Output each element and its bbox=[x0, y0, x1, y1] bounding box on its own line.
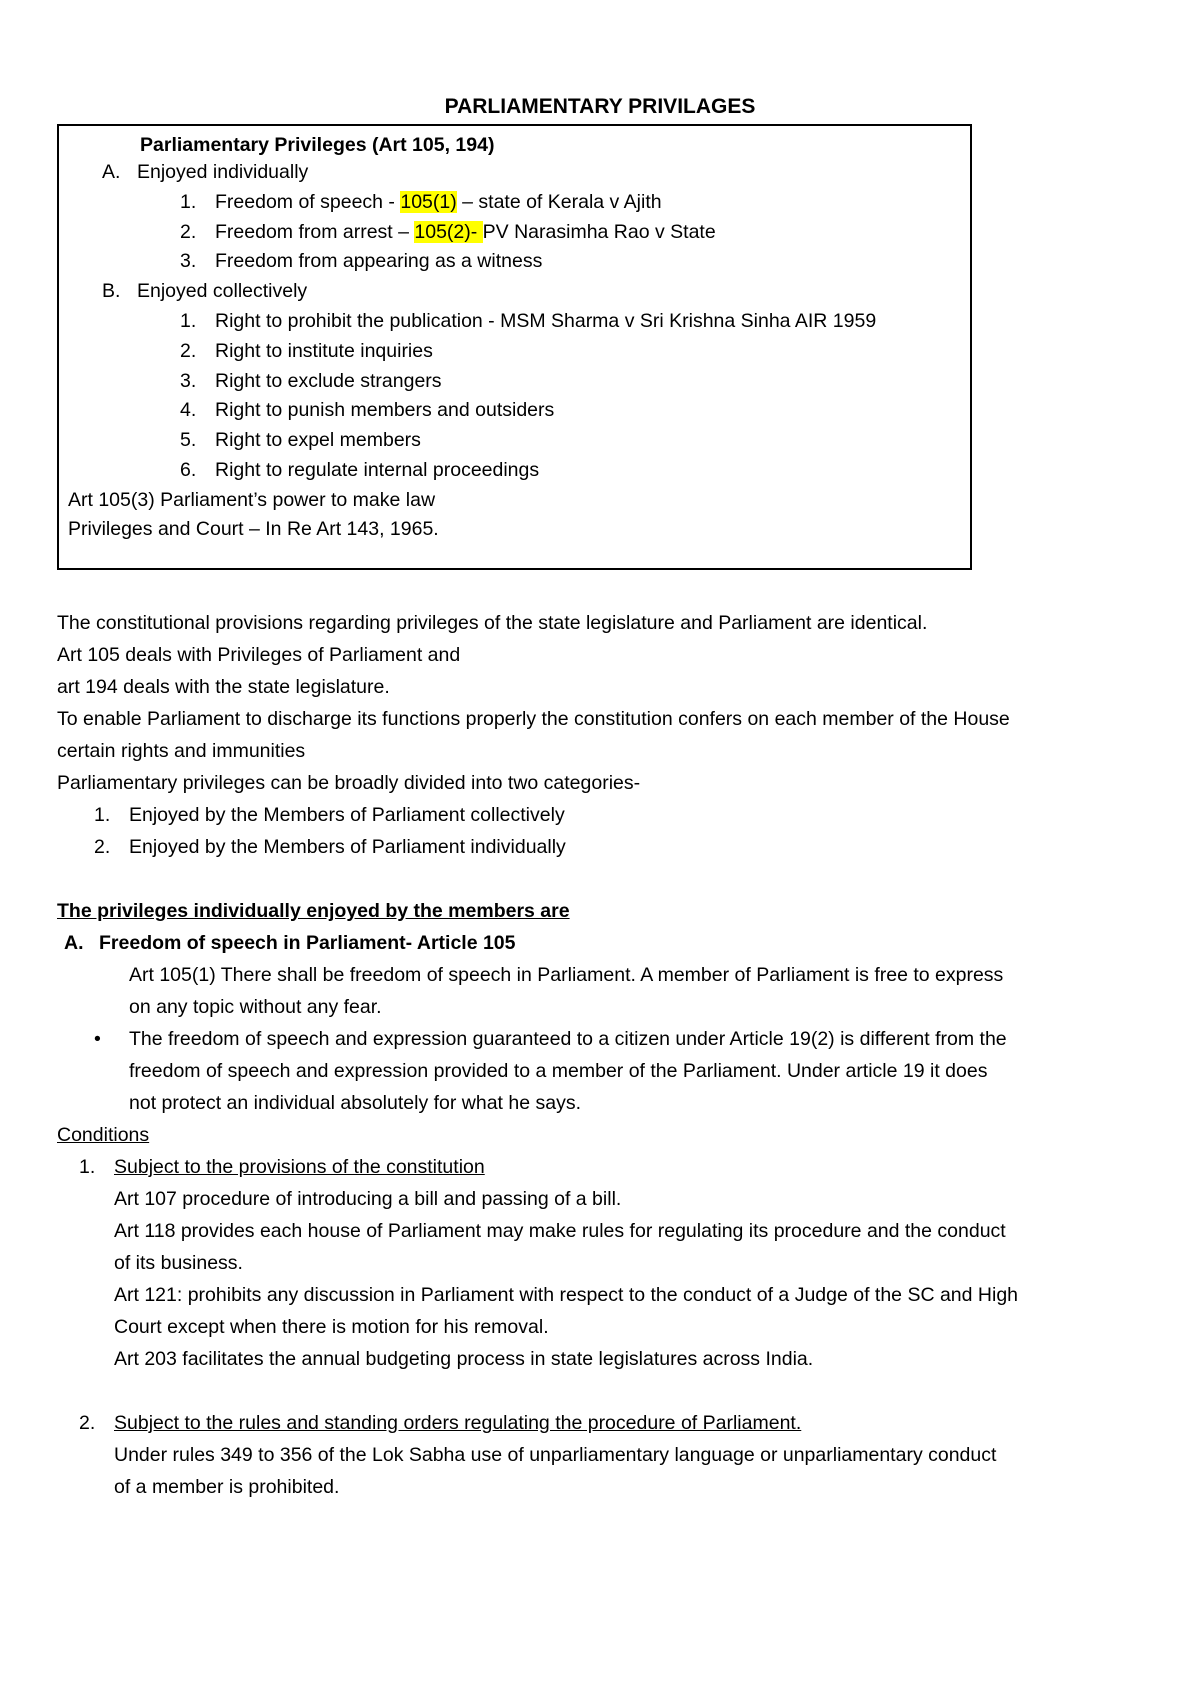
page-title: PARLIAMENTARY PRIVILAGES bbox=[444, 95, 756, 118]
paragraph: not protect an individual absolutely for what he says. bbox=[129, 1092, 582, 1114]
list-item-num: 1. bbox=[94, 804, 111, 826]
conditions-heading: Conditions bbox=[57, 1124, 150, 1146]
individual-item-num: 3. bbox=[180, 250, 197, 272]
collective-item: Right to regulate internal proceedings bbox=[215, 459, 540, 481]
paragraph: Under rules 349 to 356 of the Lok Sabha use of unparliamentary language or unparliamentary conduct bbox=[114, 1444, 997, 1466]
individual-item: Freedom of speech - 105(1) – state of Kerala v Ajith bbox=[215, 191, 662, 213]
individual-item-num: 2. bbox=[180, 221, 197, 243]
collective-item: Right to punish members and outsiders bbox=[215, 399, 555, 421]
collective-item-num: 6. bbox=[180, 459, 197, 481]
paragraph: The freedom of speech and expression guaranteed to a citizen under Article 19(2) is different from the bbox=[129, 1028, 1007, 1050]
collective-item-num: 5. bbox=[180, 429, 197, 451]
list-item: Enjoyed by the Members of Parliament individually bbox=[129, 836, 566, 858]
list-item-num: 2. bbox=[94, 836, 111, 858]
bullet-icon: • bbox=[94, 1028, 101, 1050]
paragraph: Art 203 facilitates the annual budgeting process in state legislatures across India. bbox=[114, 1348, 814, 1370]
box-footer-line: Art 105(3) Parliament’s power to make law bbox=[68, 489, 436, 511]
collective-item: Right to exclude strangers bbox=[215, 370, 442, 392]
collective-item: Right to institute inquiries bbox=[215, 340, 433, 362]
section-b-label: Enjoyed collectively bbox=[137, 280, 308, 302]
condition-num: 1. bbox=[79, 1156, 96, 1178]
paragraph: certain rights and immunities bbox=[57, 740, 306, 762]
section-a-label: Enjoyed individually bbox=[137, 161, 309, 183]
individual-item-num: 1. bbox=[180, 191, 197, 213]
paragraph: Art 105(1) There shall be freedom of speech in Parliament. A member of Parliament is free to express bbox=[129, 964, 1004, 986]
individual-item: Freedom from appearing as a witness bbox=[215, 250, 543, 272]
subsection-title: Freedom of speech in Parliament- Article 105 bbox=[99, 932, 516, 954]
list-item: Enjoyed by the Members of Parliament collectively bbox=[129, 804, 565, 826]
paragraph: Court except when there is motion for his removal. bbox=[114, 1316, 549, 1338]
collective-item-num: 4. bbox=[180, 399, 197, 421]
paragraph: freedom of speech and expression provided to a member of the Parliament. Under article 19 it does bbox=[129, 1060, 988, 1082]
paragraph: art 194 deals with the state legislature. bbox=[57, 676, 390, 698]
collective-item-num: 2. bbox=[180, 340, 197, 362]
section-heading: The privileges individually enjoyed by the members are bbox=[57, 900, 570, 922]
collective-item-num: 1. bbox=[180, 310, 197, 332]
paragraph: of a member is prohibited. bbox=[114, 1476, 340, 1498]
paragraph: Parliamentary privileges can be broadly divided into two categories- bbox=[57, 772, 641, 794]
condition-num: 2. bbox=[79, 1412, 96, 1434]
paragraph: Art 118 provides each house of Parliament may make rules for regulating its procedure and the conduct bbox=[114, 1220, 1006, 1242]
box-footer-line: Privileges and Court – In Re Art 143, 1965. bbox=[68, 518, 439, 540]
section-b-marker: B. bbox=[102, 280, 121, 302]
paragraph: on any topic without any fear. bbox=[129, 996, 382, 1018]
condition-title: Subject to the provisions of the constitution bbox=[114, 1156, 485, 1178]
individual-item: Freedom from arrest – 105(2)- PV Narasimha Rao v State bbox=[215, 221, 716, 243]
collective-item: Right to prohibit the publication - MSM Sharma v Sri Krishna Sinha AIR 1959 bbox=[215, 310, 877, 332]
paragraph: The constitutional provisions regarding privileges of the state legislature and Parliament are identical. bbox=[57, 612, 928, 634]
paragraph: Art 121: prohibits any discussion in Parliament with respect to the conduct of a Judge of the SC and High bbox=[114, 1284, 1019, 1306]
section-a-marker: A. bbox=[102, 161, 121, 183]
paragraph: of its business. bbox=[114, 1252, 243, 1274]
condition-title: Subject to the rules and standing orders regulating the procedure of Parliament. bbox=[114, 1412, 802, 1434]
paragraph: To enable Parliament to discharge its functions properly the constitution confers on each member of the House bbox=[57, 708, 1010, 730]
paragraph: Art 105 deals with Privileges of Parliament and bbox=[57, 644, 461, 666]
section-a-marker: A. bbox=[64, 932, 84, 954]
box-heading: Parliamentary Privileges (Art 105, 194) bbox=[140, 134, 495, 156]
collective-item-num: 3. bbox=[180, 370, 197, 392]
paragraph: Art 107 procedure of introducing a bill and passing of a bill. bbox=[114, 1188, 622, 1210]
collective-item: Right to expel members bbox=[215, 429, 421, 451]
